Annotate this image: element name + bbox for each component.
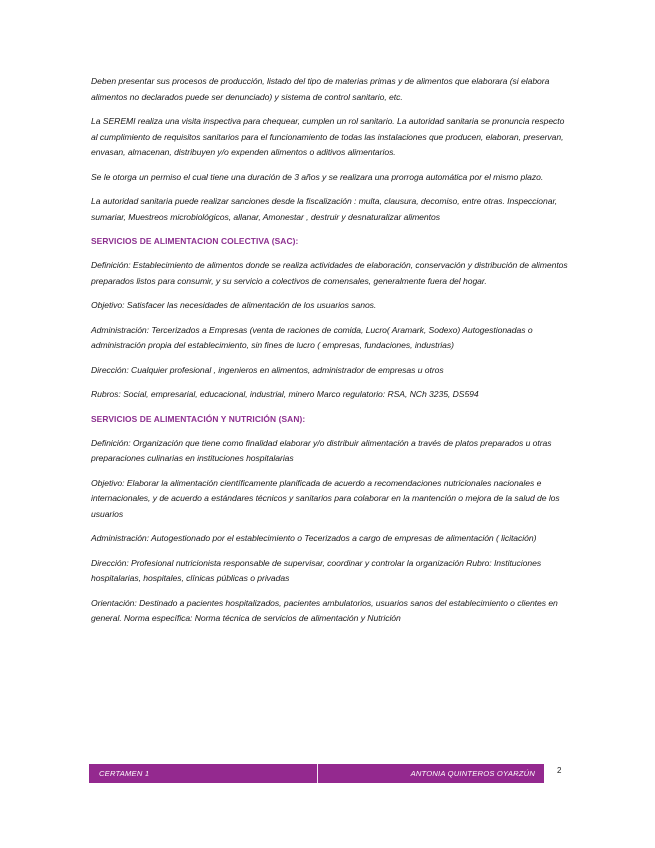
footer-author: ANTONIA QUINTEROS OYARZÚN	[410, 769, 535, 778]
section-heading-san: SERVICIOS DE ALIMENTACIÓN Y NUTRICIÓN (SAN):	[91, 413, 306, 424]
sac-administration: Administración: Tercerizados a Empresas (venta de raciones de comida, Lucro( Aramark, Sodexo) Autogestionadas o administración propia del establecimiento, sin fines de lucro ( empresas, fundaciones, industrias)	[91, 324, 533, 350]
intro-paragraph-3: Se le otorga un permiso el cual tiene una duración de 3 años y se realizara una prorroga automática por el mismo plazo.	[91, 171, 544, 182]
san-orientation: Orientación: Destinado a pacientes hospitalizados, pacientes ambulatorios, usuarios sanos del establecimiento o clientes en general. Norma específica: Norma técnica de servicios de alimentación y Nutrición	[91, 597, 558, 623]
footer-bar	[89, 764, 544, 783]
document-body	[91, 74, 569, 636]
intro-paragraph-4: La autoridad sanitaria puede realizar sanciones desde la fiscalización : multa, clausura, decomiso, entre otras. Inspeccionar, sumariar, Muestreos microbiológicos, allanar, Amonestar , destruir y desnaturalizar alimentos	[91, 196, 558, 222]
san-direction: Dirección: Profesional nutricionista responsable de supervisar, coordinar y controlar la organización Rubro: Instituciones hospitalarias, hospitales, clínicas públicas o privadas	[91, 557, 542, 583]
section-heading-sac: SERVICIOS DE ALIMENTACION COLECTIVA (SAC):	[91, 236, 299, 246]
san-objective: Objetivo: Elaborar la alimentación científicamente planificada de acuerdo a recomendaciones nutricionales nacionales e internacionales, y de acuerdo a estándares técnicos y sanitarios para colaborar en la mantención o mejora de la salud de los usuarios	[91, 477, 560, 519]
footer-divider	[317, 764, 318, 783]
intro-paragraph-1: Deben presentar sus procesos de producción, listado del tipo de materias primas y de alimentos que elaborara (si elabora alimentos no declarados puede ser denunciado) y sistema de control sanitario, etc.	[91, 76, 550, 102]
page-number: 2	[557, 766, 562, 775]
footer-title: CERTAMEN 1	[99, 769, 150, 778]
sac-definition: Definición: Establecimiento de alimentos donde se realiza actividades de elaboración, conservación y distribución de alimentos preparados listos para consumir, y su servicio a colectivos de comensales, generalmente fuera del hogar.	[91, 260, 568, 286]
sac-objective: Objetivo: Satisfacer las necesidades de alimentación de los usuarios sanos.	[91, 300, 377, 310]
intro-paragraph-2: La SEREMI realiza una visita inspectiva para chequear, cumplen un rol sanitario. La autoridad sanitaria se pronuncia respecto al cumplimiento de requisitos sanitarios para el funcionamiento de todas las instalaciones que producen, elaboran, preservan, envasan, almacenan, distribuyen y/o expenden alimentos o aditivos alimentarios.	[91, 116, 565, 157]
sac-direction: Dirección: Cualquier profesional , ingenieros en alimentos, administrador de empresas u otros	[91, 364, 444, 375]
san-administration: Administración: Autogestionado por el establecimiento o Tecerizados a cargo de empresas de alimentación ( licitación)	[91, 533, 537, 543]
sac-rubros: Rubros: Social, empresarial, educacional, industrial, minero Marco regulatorio: RSA, NCh 3235, DS594	[91, 389, 479, 399]
san-definition: Definición: Organización que tiene como finalidad elaborar y/o distribuir alimentación a través de platos preparados u otras preparaciones culinarias en instituciones hospitalarias	[91, 437, 552, 463]
